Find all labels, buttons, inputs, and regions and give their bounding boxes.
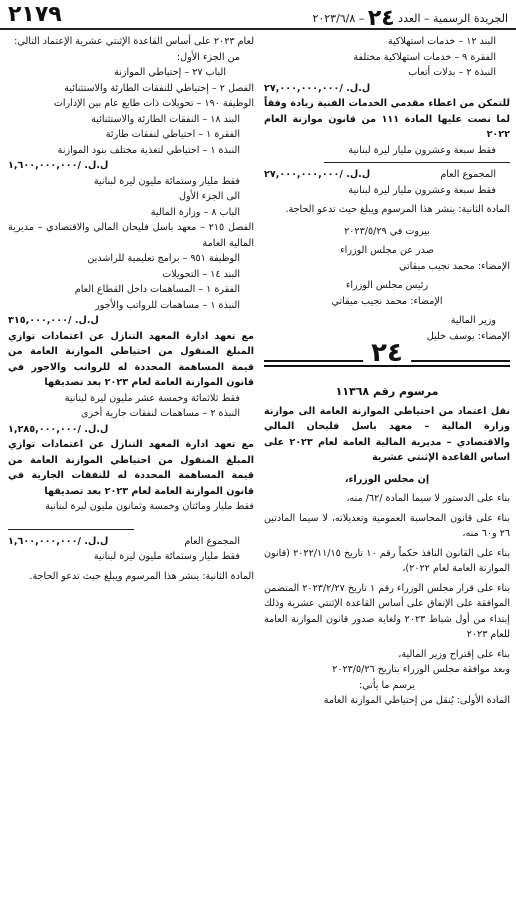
budget-line: البند ١٤ – التحويلات (162, 268, 240, 280)
issue-number: ٢٤ (367, 6, 395, 31)
decree-subject: نقل اعتماد من احتياطي الموازنة العامة الى موازنة وزارة المالية – معهد باسل فليحان المالي والاقتصادي – مديرية المالية العامة لعام ٢٠٢٣ على اساس القاعدة الإثنتي عشرية (264, 405, 510, 463)
preamble-clause: بناء على القانون النافذ حكماً رقم ١٠ تاريخ ٢٠٢٢/١١/١٥ (قانون الموازنة العامة لعام ٢٠٢٢)، (264, 547, 510, 574)
budget-line: الفقرة ١ – احتياطي لنفقات طارئة (105, 129, 240, 140)
amount-words: فقط مليار وستمائة مليون ليرة لبنانية (93, 175, 240, 187)
amount: ل.ل. /٢٧,٠٠٠,٠٠٠,٠٠٠ (264, 82, 371, 94)
amount-words: فقط ثلاثمائة وخمسة عشر مليون ليرة لبنانية (64, 392, 240, 404)
total-label: المجموع العام (184, 535, 240, 547)
budget-line: الفقرة ١ – المساهمات داخل القطاع العام (74, 284, 240, 295)
budget-line: الوظيفة ١٩٠ – تحويلات ذات طابع عام بين الإدارات (53, 98, 254, 109)
budget-line: البند ١٢ – خدمات استهلاكية (387, 36, 496, 47)
total-label: المجموع العام (440, 169, 496, 180)
separator-number: ٢٤ (363, 346, 411, 362)
page-header (0, 0, 516, 30)
signature: الإمضاء: يوسف خليل (426, 330, 510, 342)
preamble-clause: بناء على الدستور لا سيما المادة /٦٢/ منه، (346, 493, 510, 504)
amount: ل.ل. /٣١٥,٠٠٠,٠٠٠ (8, 315, 99, 326)
pm-title: رئيس مجلس الوزراء (345, 280, 429, 291)
gazette-prefix: الجريدة الرسمية – العدد (398, 12, 508, 25)
preamble-clause: بناء على قرار مجلس الوزراء رقم ١ تاريخ ٢٠٢٣/٢/٢٧ المتضمن الموافقة على الإنفاق على أساس القاعدة الإثنتي عشرية وذلك إبتداء من أول شباط ٢٠٢٣ ولغاية صدور قانون الموازنة العامة للعام ٢٠٢٣ (264, 582, 510, 640)
budget-line: الباب ٢٧ – إحتياطي الموازنة (114, 67, 226, 78)
budget-line: النبذة ١ – احتياطي لتغذية مختلف بنود الموازنة (57, 144, 240, 156)
budget-line: الفصل ٢ – إحتياطي للنفقات الطارئة والاستثنائية (64, 82, 254, 94)
budget-line: النبذة ١ – مساهمات للرواتب والأجور (95, 299, 240, 311)
amount-words: فقط مليار ومائتان وخمسة وثمانون مليون ليرة لبنانية (45, 501, 254, 512)
article-two: المادة الثانية: ينشر هذا المرسوم ويبلغ حيث تدعو الحاجة. (285, 204, 510, 215)
divider (324, 162, 510, 163)
total-amount: ل.ل. /١,٦٠٠,٠٠٠,٠٠٠ (8, 535, 109, 547)
issued-by: صدر عن مجلس الوزراء (340, 245, 434, 256)
amount: ل.ل. /١,٢٨٥,٠٠٠,٠٠٠ (8, 423, 109, 435)
budget-line: الفصل ٢١٥ – معهد باسل فليحان المالي والاقتصادي – مديرية المالية العامة (8, 222, 254, 249)
part-heading: من الجزء الأول: (176, 51, 240, 63)
budget-line: النبذة ٢ – مساهمات لنفقات جارية أخرى (80, 408, 240, 419)
gazette-title (312, 6, 508, 31)
right-column (264, 34, 510, 709)
amount-words: فقط سبعة وعشرون مليار ليرة لبنانية (348, 144, 496, 156)
total-amount: ل.ل. /٢٧,٠٠٠,٠٠٠,٠٠٠ (264, 169, 371, 180)
preamble-clause: وبعد موافقة مجلس الوزراء بتاريخ ٢٠٢٣/٥/٢٦ (332, 664, 510, 675)
left-column (8, 34, 254, 584)
preamble-clause: بناء على قانون المحاسبة العمومية وتعديلاته، لا سيما المادتين ٢٦ و٦٠ منه، (264, 512, 510, 539)
article-two: المادة الثانية: ينشر هذا المرسوم ويبلغ حيث تدعو الحاجة. (29, 570, 254, 582)
budget-line: الباب ٨ – وزارة المالية (150, 206, 240, 218)
page-number: ٢١٧٩ (8, 2, 62, 27)
issue-date: – ٢٠٢٣/٦/٨ (312, 12, 365, 25)
signature: الإمضاء: محمد نجيب ميقاتي (331, 295, 443, 307)
condition-note: مع تعهد ادارة المعهد التنازل عن اعتمادات توازي المبلغ المنقول من احتياطي الموازنة العامة من قيمة المساهمة المحددة له للنفقات الجارية في قانون الموازنة العامة لعام ٢٠٢٣ بعد تصديقها (8, 439, 254, 497)
decree-separator (264, 338, 510, 382)
budget-line: النبذة ٢ – بدلات أتعاب (408, 67, 496, 78)
minister-title: وزير المالية (450, 315, 496, 326)
decree-title: مرسوم رقم ١١٣٦٨ (335, 385, 439, 398)
grand-total (8, 534, 254, 550)
preamble-clause: بناء على إقتراح وزير المالية، (398, 648, 510, 660)
amount: ل.ل. /١,٦٠٠,٠٠٠,٠٠٠ (8, 160, 109, 171)
condition-note: مع تعهد ادارة المعهد التنازل عن اعتمادات توازي المبلغ المنقول من احتياطي الموازنة العامة من قيمة المساهمة المحددة له للرواتب والاجور في قانون الموازنة العامة لعام ٢٠٢٣ بعد تصديقها (8, 330, 254, 388)
intro-text: لعام ٢٠٢٣ على أساس القاعدة الإثنتي عشرية الإعتماد التالي: (14, 36, 254, 47)
total-words: فقط مليار وستمائة مليون ليرة لبنانية (93, 551, 240, 562)
condition-note: للتمكن من اعطاء مقدمي الخدمات الفنية زيادة وفقاً لما نصت عليها المادة ١١١ من قانون موازنة العام ٢٠٢٢ (264, 98, 510, 140)
divider (8, 529, 134, 530)
place-date: بيروت في ٢٠٢٣/٥/٢٩ (344, 225, 430, 237)
grand-total (264, 167, 510, 183)
signature: الإمضاء: محمد نجيب ميقاتي (399, 260, 510, 272)
council-intro: إن مجلس الوزراء، (344, 473, 430, 485)
decree-formula: يرسم ما يأتي: (358, 679, 416, 691)
budget-line: الوظيفة ٩٥١ – برامج تعليمية للراشدين (87, 253, 240, 264)
total-words: فقط سبعة وعشرون مليار ليرة لبنانية (348, 184, 496, 196)
part-heading: الى الجزء الأول (178, 191, 240, 202)
article-one: المادة الأولى: يُنقل من إحتياطي الموازنة العامة (323, 695, 510, 706)
budget-line: الفقرة ٩ – خدمات استهلاكية مختلفة (353, 51, 496, 63)
budget-line: البند ١٨ – النفقات الطارئة والاستثنائية (91, 113, 240, 125)
